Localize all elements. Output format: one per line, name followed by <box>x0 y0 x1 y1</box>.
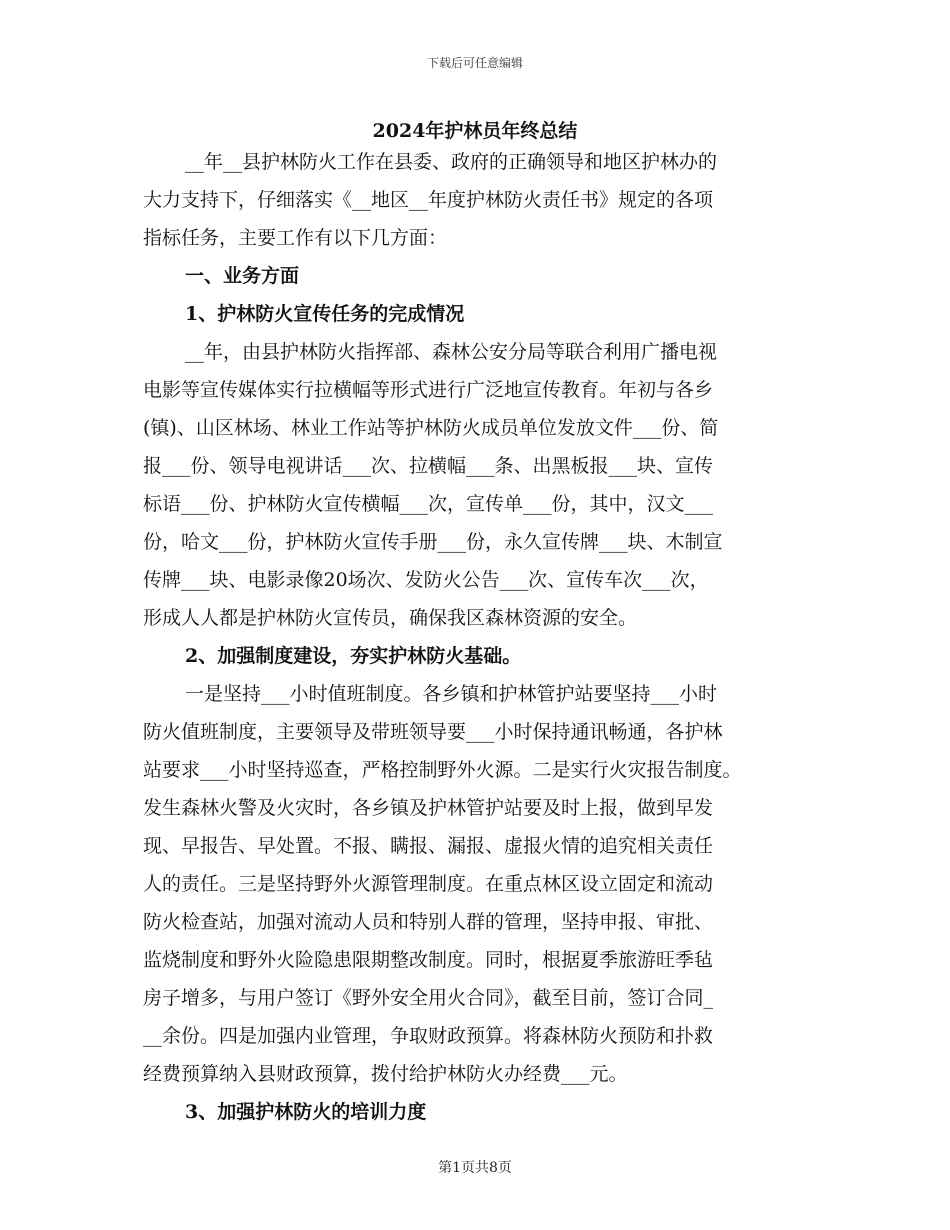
section-heading: 一、业务方面 <box>185 265 300 287</box>
paragraph-line: __余份。四是加强内业管理，争取财政预算。将森林防火预防和扑救 <box>143 1025 714 1047</box>
paragraph-line: (镇)、山区林场、林业工作站等护林防火成员单位发放文件___份、简 <box>143 417 719 439</box>
paragraph-line: 监烧制度和野外火险隐患限期整改制度。同时，根据夏季旅游旺季毡 <box>143 949 714 971</box>
paragraph-line: 标语___份、护林防火宣传横幅___次，宣传单___份，其中，汉文___ <box>143 493 714 515</box>
paragraph-line: 房子增多，与用户签订《野外安全用火合同》，截至目前，签订合同_ <box>143 987 714 1009</box>
paragraph-line: 传牌___块、电影录像20场次、发防火公告___次、宣传车次___次， <box>143 569 709 591</box>
paragraph-line: 站要求___小时坚持巡查，严格控制野外火源。二是实行火灾报告制度。 <box>143 759 742 781</box>
subsection-heading: 3、加强护林防火的培训力度 <box>185 1101 427 1123</box>
paragraph-line: 经费预算纳入县财政预算，拨付给护林防火办经费___元。 <box>143 1063 628 1085</box>
paragraph-line: 大力支持下，仔细落实《__地区__年度护林防火责任书》规定的各项 <box>143 189 714 211</box>
paragraph-line: 指标任务，主要工作有以下几方面： <box>143 227 448 249</box>
paragraph-line: 形成人人都是护林防火宣传员，确保我区森林资源的安全。 <box>143 607 638 629</box>
paragraph-line: 防火值班制度，主要领导及带班领导要___小时保持通讯畅通，各护林 <box>143 721 723 743</box>
paragraph-line: 发生森林火警及火灾时，各乡镇及护林管护站要及时上报，做到早发 <box>143 797 714 819</box>
paragraph-line: 一是坚持___小时值班制度。各乡镇和护林管护站要坚持___小时 <box>185 683 718 705</box>
paragraph-line: 现、早报告、早处置。不报、瞒报、漏报、虚报火情的追究相关责任 <box>143 835 714 857</box>
paragraph-line: __年__县护林防火工作在县委、政府的正确领导和地区护林办的 <box>185 151 718 173</box>
paragraph-line: 报___份、领导电视讲话___次、拉横幅___条、出黑板报___块、宣传 <box>143 455 714 477</box>
paragraph-line: __年，由县护林防火指挥部、森林公安分局等联合利用广播电视 <box>185 341 718 363</box>
subsection-heading: 2、加强制度建设，夯实护林防火基础。 <box>185 645 522 667</box>
paragraph-line: 电影等宣传媒体实行拉横幅等形式进行广泛地宣传教育。年初与各乡 <box>143 379 714 401</box>
paragraph-line: 份，哈文___份，护林防火宣传手册___份，永久宣传牌___块、木制宣 <box>143 531 723 553</box>
paragraph-line: 人的责任。三是坚持野外火源管理制度。在重点林区设立固定和流动 <box>143 873 714 895</box>
header-note: 下载后可任意编辑 <box>426 56 523 70</box>
page-footer: 第1页共8页 <box>438 1160 512 1176</box>
document-title: 2024年护林员年终总结 <box>372 120 578 142</box>
subsection-heading: 1、护林防火宣传任务的完成情况 <box>185 303 465 325</box>
paragraph-line: 防火检查站，加强对流动人员和特别人群的管理，坚持申报、审批、 <box>143 911 714 933</box>
